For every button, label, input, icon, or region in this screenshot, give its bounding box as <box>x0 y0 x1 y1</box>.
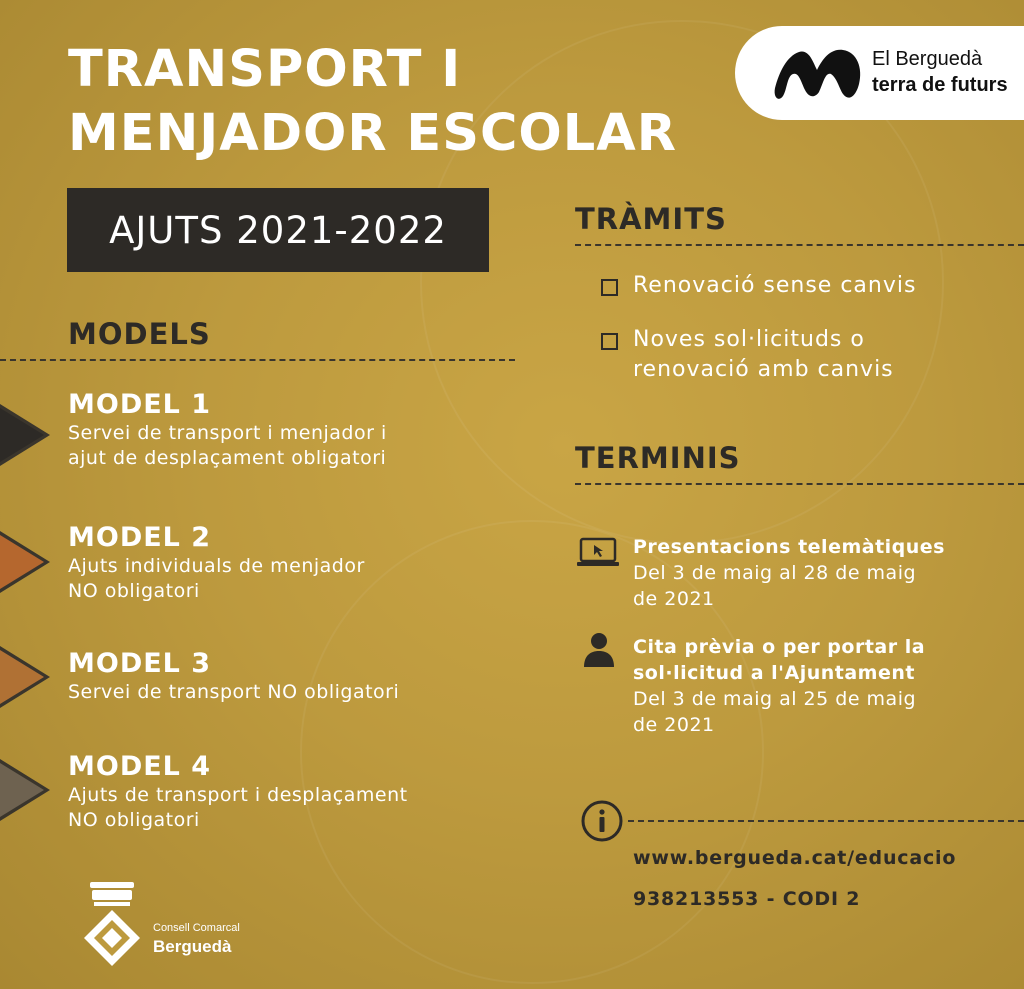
ajuts-label: AJUTS 2021-2022 <box>109 208 447 252</box>
ajuts-label-box <box>67 188 489 272</box>
model-title: MODEL 2 <box>68 522 212 553</box>
model-1 <box>68 389 387 471</box>
page-title-line-1: TRANSPORT I <box>68 40 462 99</box>
model-desc-line: Servei de transport i menjador i <box>68 422 387 444</box>
model-desc-line: Ajuts de transport i desplaçament <box>68 784 408 806</box>
terminis-heading: TERMINIS <box>575 441 741 475</box>
logo-text-line-2: terra de futurs <box>872 74 1008 96</box>
model-4 <box>68 751 408 833</box>
model-title: MODEL 1 <box>68 389 212 420</box>
model-2 <box>68 522 365 604</box>
termini-date: de 2021 <box>633 588 715 610</box>
termini-item <box>633 534 945 612</box>
person-icon <box>583 632 615 668</box>
website-link[interactable]: www.bergueda.cat/educacio <box>633 847 957 869</box>
bergueda-logo-card <box>735 26 1024 120</box>
model-1-arrow-icon <box>0 404 52 466</box>
info-icon <box>580 799 624 843</box>
tramit-text: Renovació sense canvis <box>633 273 917 298</box>
arrow-fill <box>0 650 44 704</box>
tramit-item <box>597 271 916 301</box>
model-title: MODEL 4 <box>68 751 212 782</box>
page-title-line-2: MENJADOR ESCOLAR <box>68 104 678 163</box>
arrow-fill <box>0 408 44 462</box>
terminis-divider <box>575 483 1024 485</box>
council-name-line-2: Berguedà <box>153 937 232 956</box>
termini-date: Del 3 de maig al 28 de maig <box>633 562 917 584</box>
arrow-fill <box>0 535 44 589</box>
model-4-arrow-icon <box>0 759 52 821</box>
models-divider <box>0 359 515 361</box>
contact-divider <box>628 820 1024 822</box>
laptop-icon <box>576 537 620 569</box>
arrow-fill <box>0 763 44 817</box>
models-heading: MODELS <box>68 317 211 351</box>
tramit-text: renovació amb canvis <box>633 357 894 382</box>
model-title: MODEL 3 <box>68 648 212 679</box>
model-3-arrow-icon <box>0 646 52 708</box>
tramits-heading: TRÀMITS <box>575 202 727 236</box>
model-desc-line: NO obligatori <box>68 580 200 602</box>
model-desc-line: Servei de transport NO obligatori <box>68 681 400 703</box>
bergueda-logo-icon <box>773 44 863 106</box>
checkbox-icon <box>601 333 618 350</box>
model-desc-line: Ajuts individuals de menjador <box>68 555 365 577</box>
tramit-item <box>597 325 894 385</box>
model-2-arrow-icon <box>0 531 52 593</box>
council-name-line-1: Consell Comarcal <box>153 922 240 934</box>
termini-date: de 2021 <box>633 714 715 736</box>
model-desc-line: ajut de desplaçament obligatori <box>68 447 387 469</box>
termini-date: Del 3 de maig al 25 de maig <box>633 688 917 710</box>
model-3 <box>68 648 399 705</box>
council-crest-icon <box>80 880 144 968</box>
logo-text-line-1: El Berguedà <box>872 48 983 70</box>
termini-title: Cita prèvia o per portar la <box>633 636 926 658</box>
termini-item <box>633 634 925 738</box>
phone-number: 938213553 - CODI 2 <box>633 888 861 910</box>
termini-title: sol·licitud a l'Ajuntament <box>633 662 915 684</box>
checkbox-icon <box>601 279 618 296</box>
tramit-text: Noves sol·licituds o <box>633 327 865 352</box>
model-desc-line: NO obligatori <box>68 809 200 831</box>
termini-title: Presentacions telemàtiques <box>633 536 945 558</box>
tramits-divider <box>575 244 1024 246</box>
